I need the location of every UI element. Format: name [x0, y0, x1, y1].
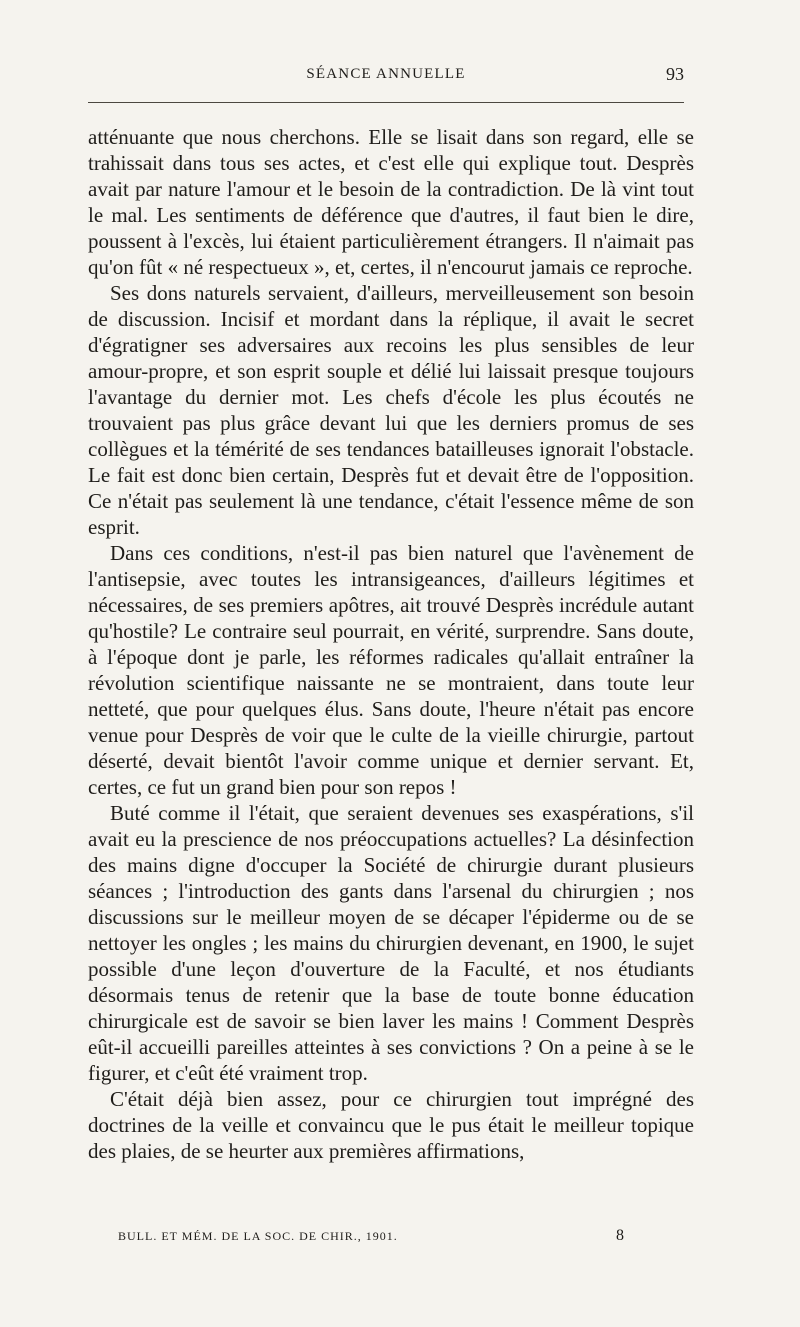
running-title: SÉANCE ANNUELLE [306, 66, 466, 82]
paragraph: C'était déjà bien assez, pour ce chirurgien tout imprégné des doctrines de la veille et convaincu que le pus était le meilleur topique des plaies, de se heurter aux premières affirmations, [88, 1087, 694, 1163]
footer-citation: BULL. ET MÉM. DE LA SOC. DE CHIR., 1901. [118, 1229, 398, 1243]
paragraph: Buté comme il l'était, que seraient devenues ses exaspérations, s'il avait eu la prescience de nos préoccupations actuelles? La désinfection des mains digne d'occuper la Société de chirurgie durant plusieurs séances ; l'introduction des gants dans l'arsenal du chirurgien ; nos discussions sur le meilleur moyen de se décaper l'épiderme ou de se nettoyer les ongles ; les mains du chirurgien devenant, en 1900, le sujet possible d'une leçon d'ouverture de la Faculté, et nos étudiants désormais tenus de retenir que la base de toute bonne éducation chirurgicale est de savoir se bien laver les mains ! Comment Desprès eût-il accueilli pareilles atteintes à ses convictions ? On a peine à se le figurer, et c'eût été vraiment trop. [88, 801, 694, 1085]
header-rule [88, 102, 684, 103]
paragraph: Dans ces conditions, n'est-il pas bien naturel que l'avènement de l'antisepsie, avec toutes les intransigeances, d'ailleurs légitimes et nécessaires, de ses premiers apôtres, ait trouvé Desprès incrédule autant qu'hostile? Le contraire seul pourrait, en vérité, surprendre. Sans doute, à l'époque dont je parle, les réformes radicales qu'allait entraîner la révolution scientifique naissante ne se montraient, dans toute leur netteté, que pour quelques élus. Sans doute, l'heure n'était pas encore venue pour Desprès de voir que le culte de la vieille chirurgie, partout déserté, devait bientôt l'avoir comme unique et dernier servant. Et, certes, ce fut un grand bien pour son repos ! [88, 541, 694, 799]
paragraph: Ses dons naturels servaient, d'ailleurs, merveilleusement son besoin de discussion. Incisif et mordant dans la réplique, il avait le secret d'égratigner ses adversaires aux recoins les plus sensibles de leur amour-propre, et son esprit souple et délié lui laissait presque toujours l'avantage du dernier mot. Les chefs d'école les plus écoutés ne trouvaient pas plus grâce devant lui que les derniers promus de ses collègues et la témérité de ses tendances batailleuses ignorait l'obstacle. Le fait est donc bien certain, Desprès fut et devait être de l'opposition. Ce n'était pas seulement là une tendance, c'était l'essence même de son esprit. [88, 281, 694, 539]
page-footer [118, 1229, 638, 1251]
running-head [88, 66, 684, 92]
body-text [88, 124, 694, 1164]
paragraph-continuation: atténuante que nous cherchons. Elle se lisait dans son regard, elle se trahissait dans tous ses actes, et c'est elle qui explique tout. Desprès avait par nature l'amour et le besoin de la contradiction. De là vint tout le mal. Les sentiments de déférence que d'autres, il faut bien le dire, poussent à l'excès, lui étaient particulièrement étrangers. Il n'aimait pas qu'on fût « né respectueux », et, certes, il n'encourut jamais ce reproche. [88, 125, 694, 279]
page-number: 93 [666, 64, 684, 84]
signature-mark: 8 [616, 1227, 624, 1244]
